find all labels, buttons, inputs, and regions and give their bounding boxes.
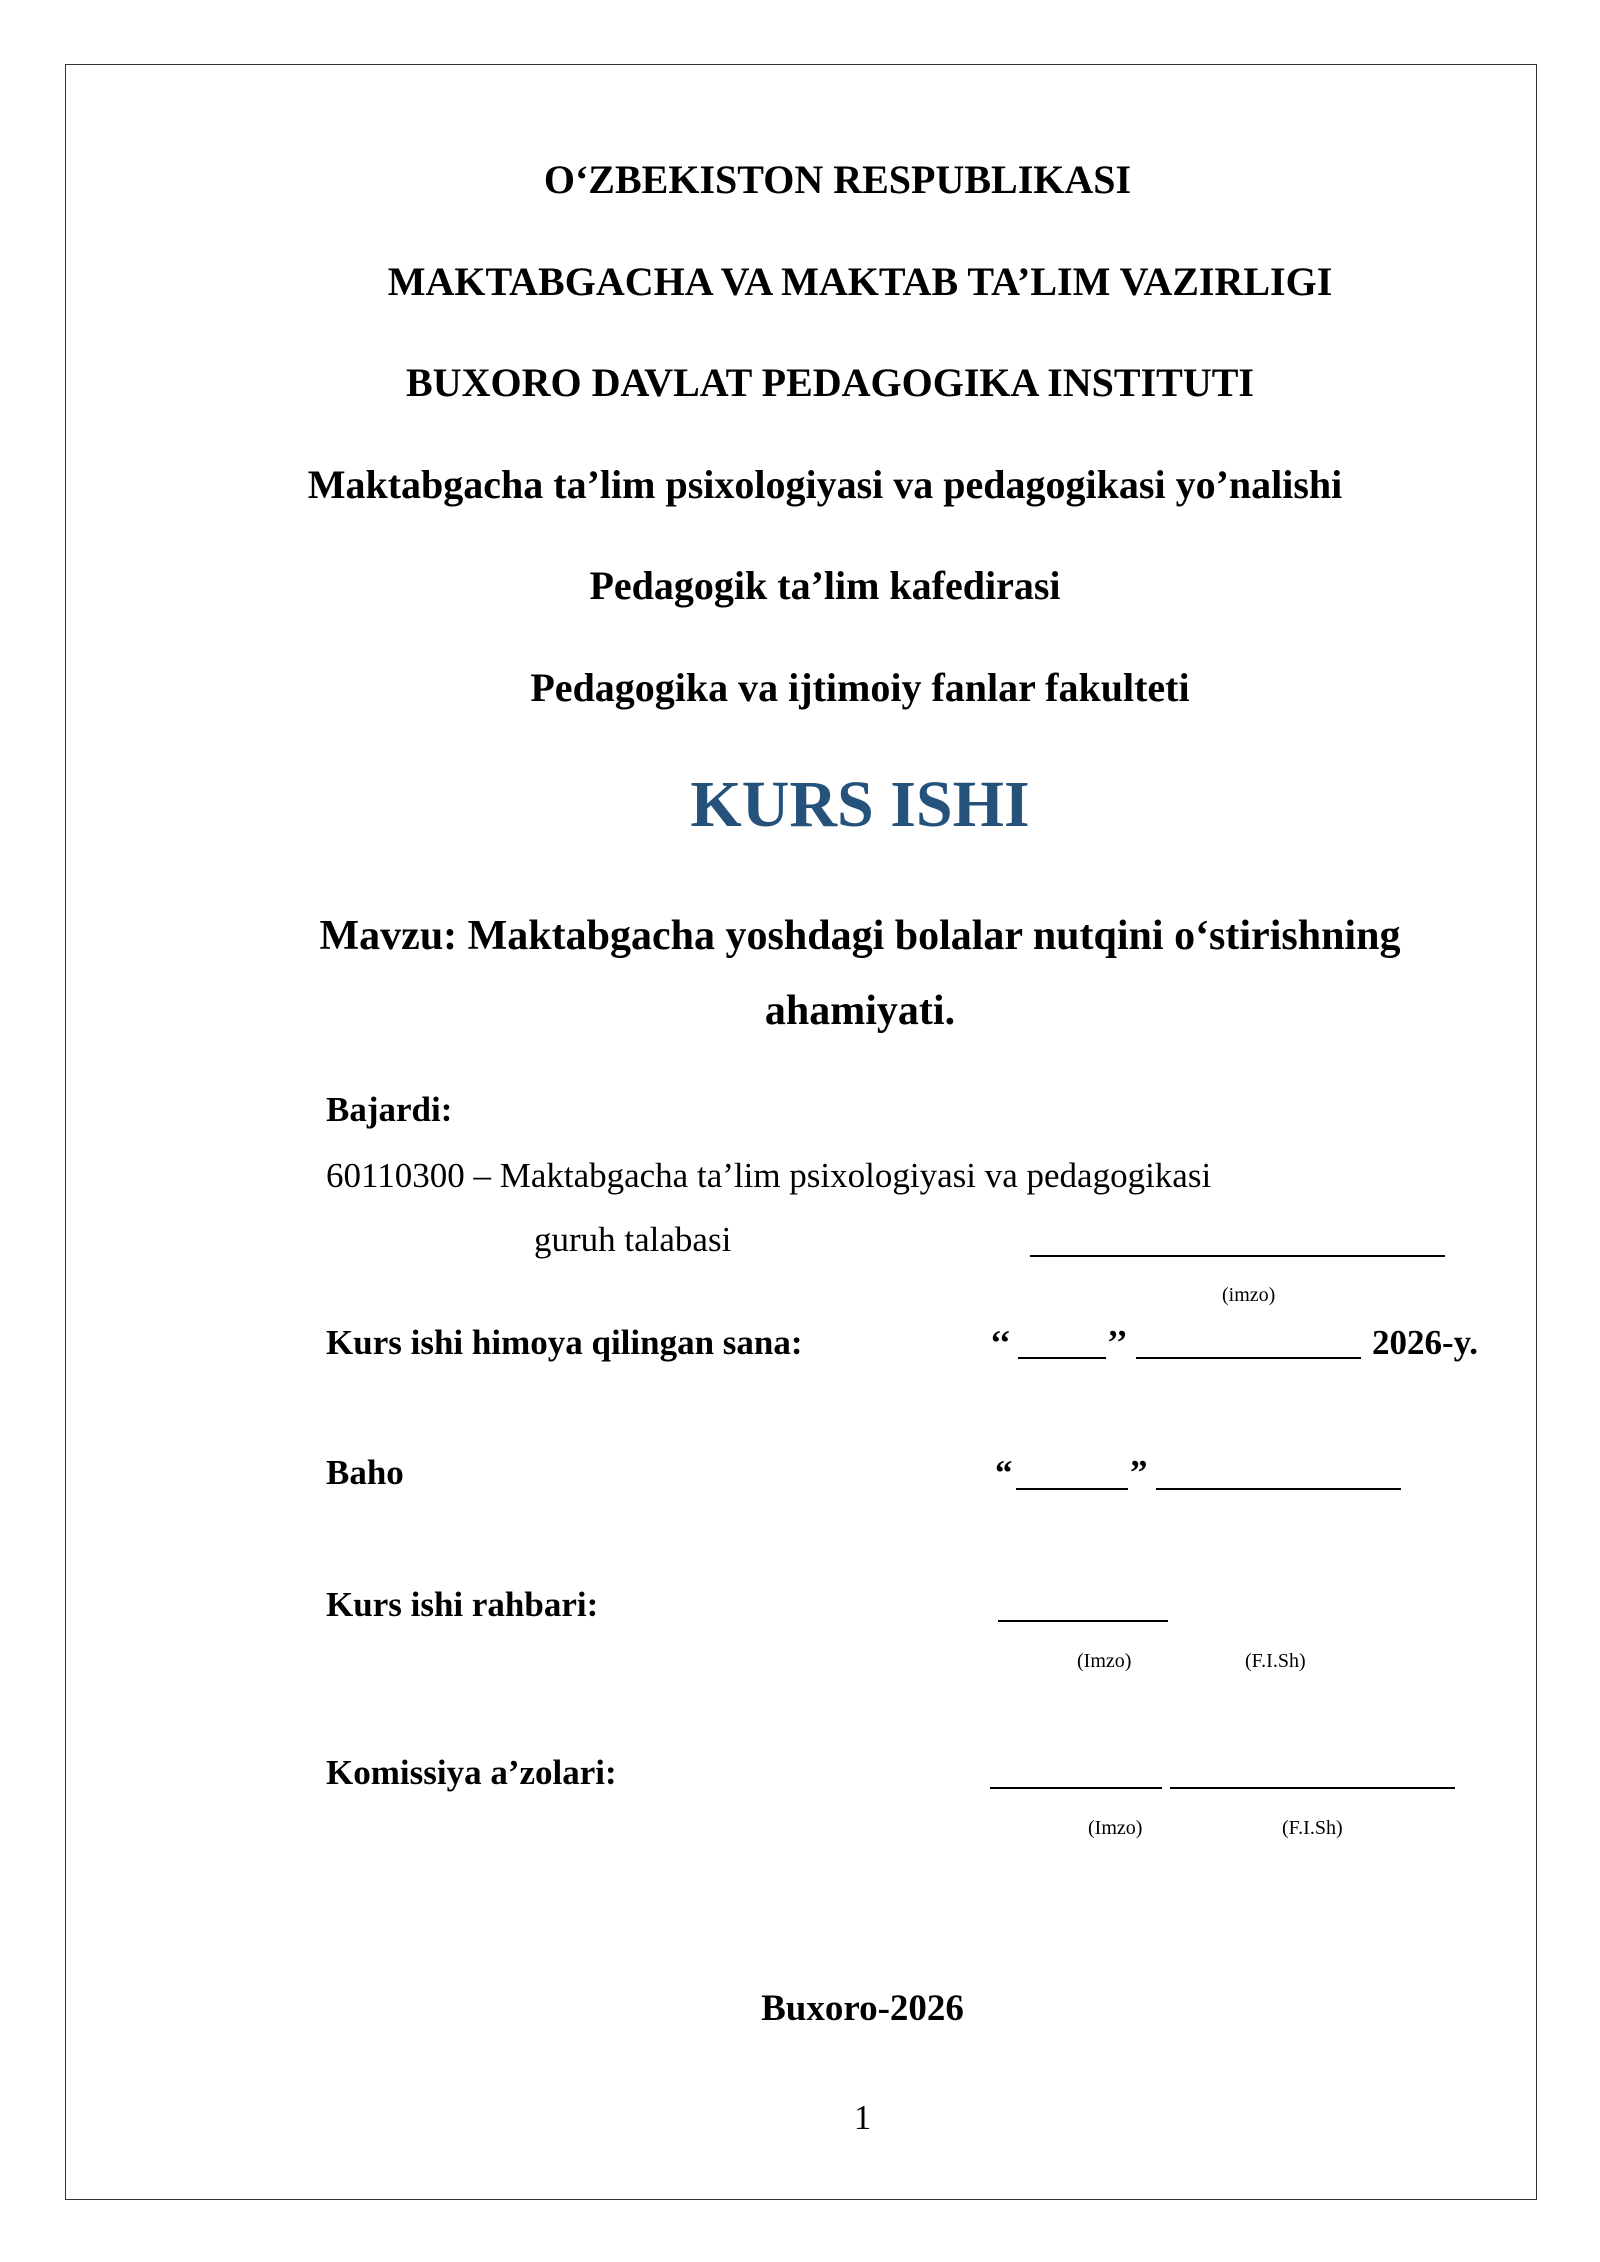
commission-label: Komissiya a’zolari: bbox=[326, 1753, 617, 1792]
grade-value-line bbox=[1016, 1488, 1128, 1490]
supervisor-signature-caption: (Imzo) bbox=[1077, 1650, 1132, 1672]
country-heading: O‘ZBEKISTON RESPUBLIKASI bbox=[543, 157, 1132, 202]
performer-signature-caption: (imzo) bbox=[1222, 1284, 1276, 1306]
page-number: 1 bbox=[853, 2098, 872, 2137]
performer-label: Bajardi: bbox=[326, 1090, 453, 1129]
defense-close-quote: ’’ bbox=[1107, 1323, 1128, 1362]
commission-name-line bbox=[1170, 1787, 1455, 1789]
commission-signature-line bbox=[990, 1787, 1162, 1789]
performer-program: 60110300 – Maktabgacha ta’lim psixologiyasi va pedagogikasi bbox=[326, 1156, 1212, 1195]
city-year: Buxoro-2026 bbox=[761, 1988, 964, 2029]
grade-close-quote: ” bbox=[1130, 1453, 1148, 1492]
department-heading: Pedagogik ta’lim kafedirasi bbox=[589, 563, 1061, 608]
defense-day-line bbox=[1018, 1357, 1106, 1359]
grade-words-line bbox=[1156, 1488, 1401, 1490]
document-title: KURS ISHI bbox=[690, 768, 1030, 841]
supervisor-signature-line bbox=[998, 1620, 1168, 1622]
institute-heading: BUXORO DAVLAT PEDAGOGIKA INSTITUTI bbox=[406, 360, 1254, 405]
defense-month-line bbox=[1136, 1357, 1361, 1359]
supervisor-label: Kurs ishi rahbari: bbox=[326, 1585, 599, 1624]
commission-name-caption: (F.I.Sh) bbox=[1282, 1817, 1343, 1839]
defense-year: 2026-y. bbox=[1372, 1323, 1478, 1362]
topic-line-2: ahamiyati. bbox=[764, 988, 956, 1034]
topic-line-1: Mavzu: Maktabgacha yoshdagi bolalar nutqini o‘stirishning bbox=[319, 913, 1401, 959]
supervisor-name-caption: (F.I.Sh) bbox=[1245, 1650, 1306, 1672]
grade-label: Baho bbox=[326, 1453, 404, 1492]
faculty-heading: Pedagogika va ijtimoiy fanlar fakulteti bbox=[530, 665, 1190, 710]
performer-signature-line bbox=[1030, 1255, 1445, 1257]
defense-open-quote: ‘‘ bbox=[990, 1323, 1011, 1362]
grade-open-quote: “ bbox=[995, 1453, 1013, 1492]
commission-signature-caption: (Imzo) bbox=[1088, 1817, 1143, 1839]
direction-heading: Maktabgacha ta’lim psixologiyasi va pedagogikasi yo’nalishi bbox=[307, 462, 1343, 507]
performer-group: guruh talabasi bbox=[534, 1220, 732, 1259]
defense-date-label: Kurs ishi himoya qilingan sana: bbox=[326, 1323, 803, 1362]
ministry-heading: MAKTABGACHA VA MAKTAB TA’LIM VAZIRLIGI bbox=[387, 259, 1333, 304]
